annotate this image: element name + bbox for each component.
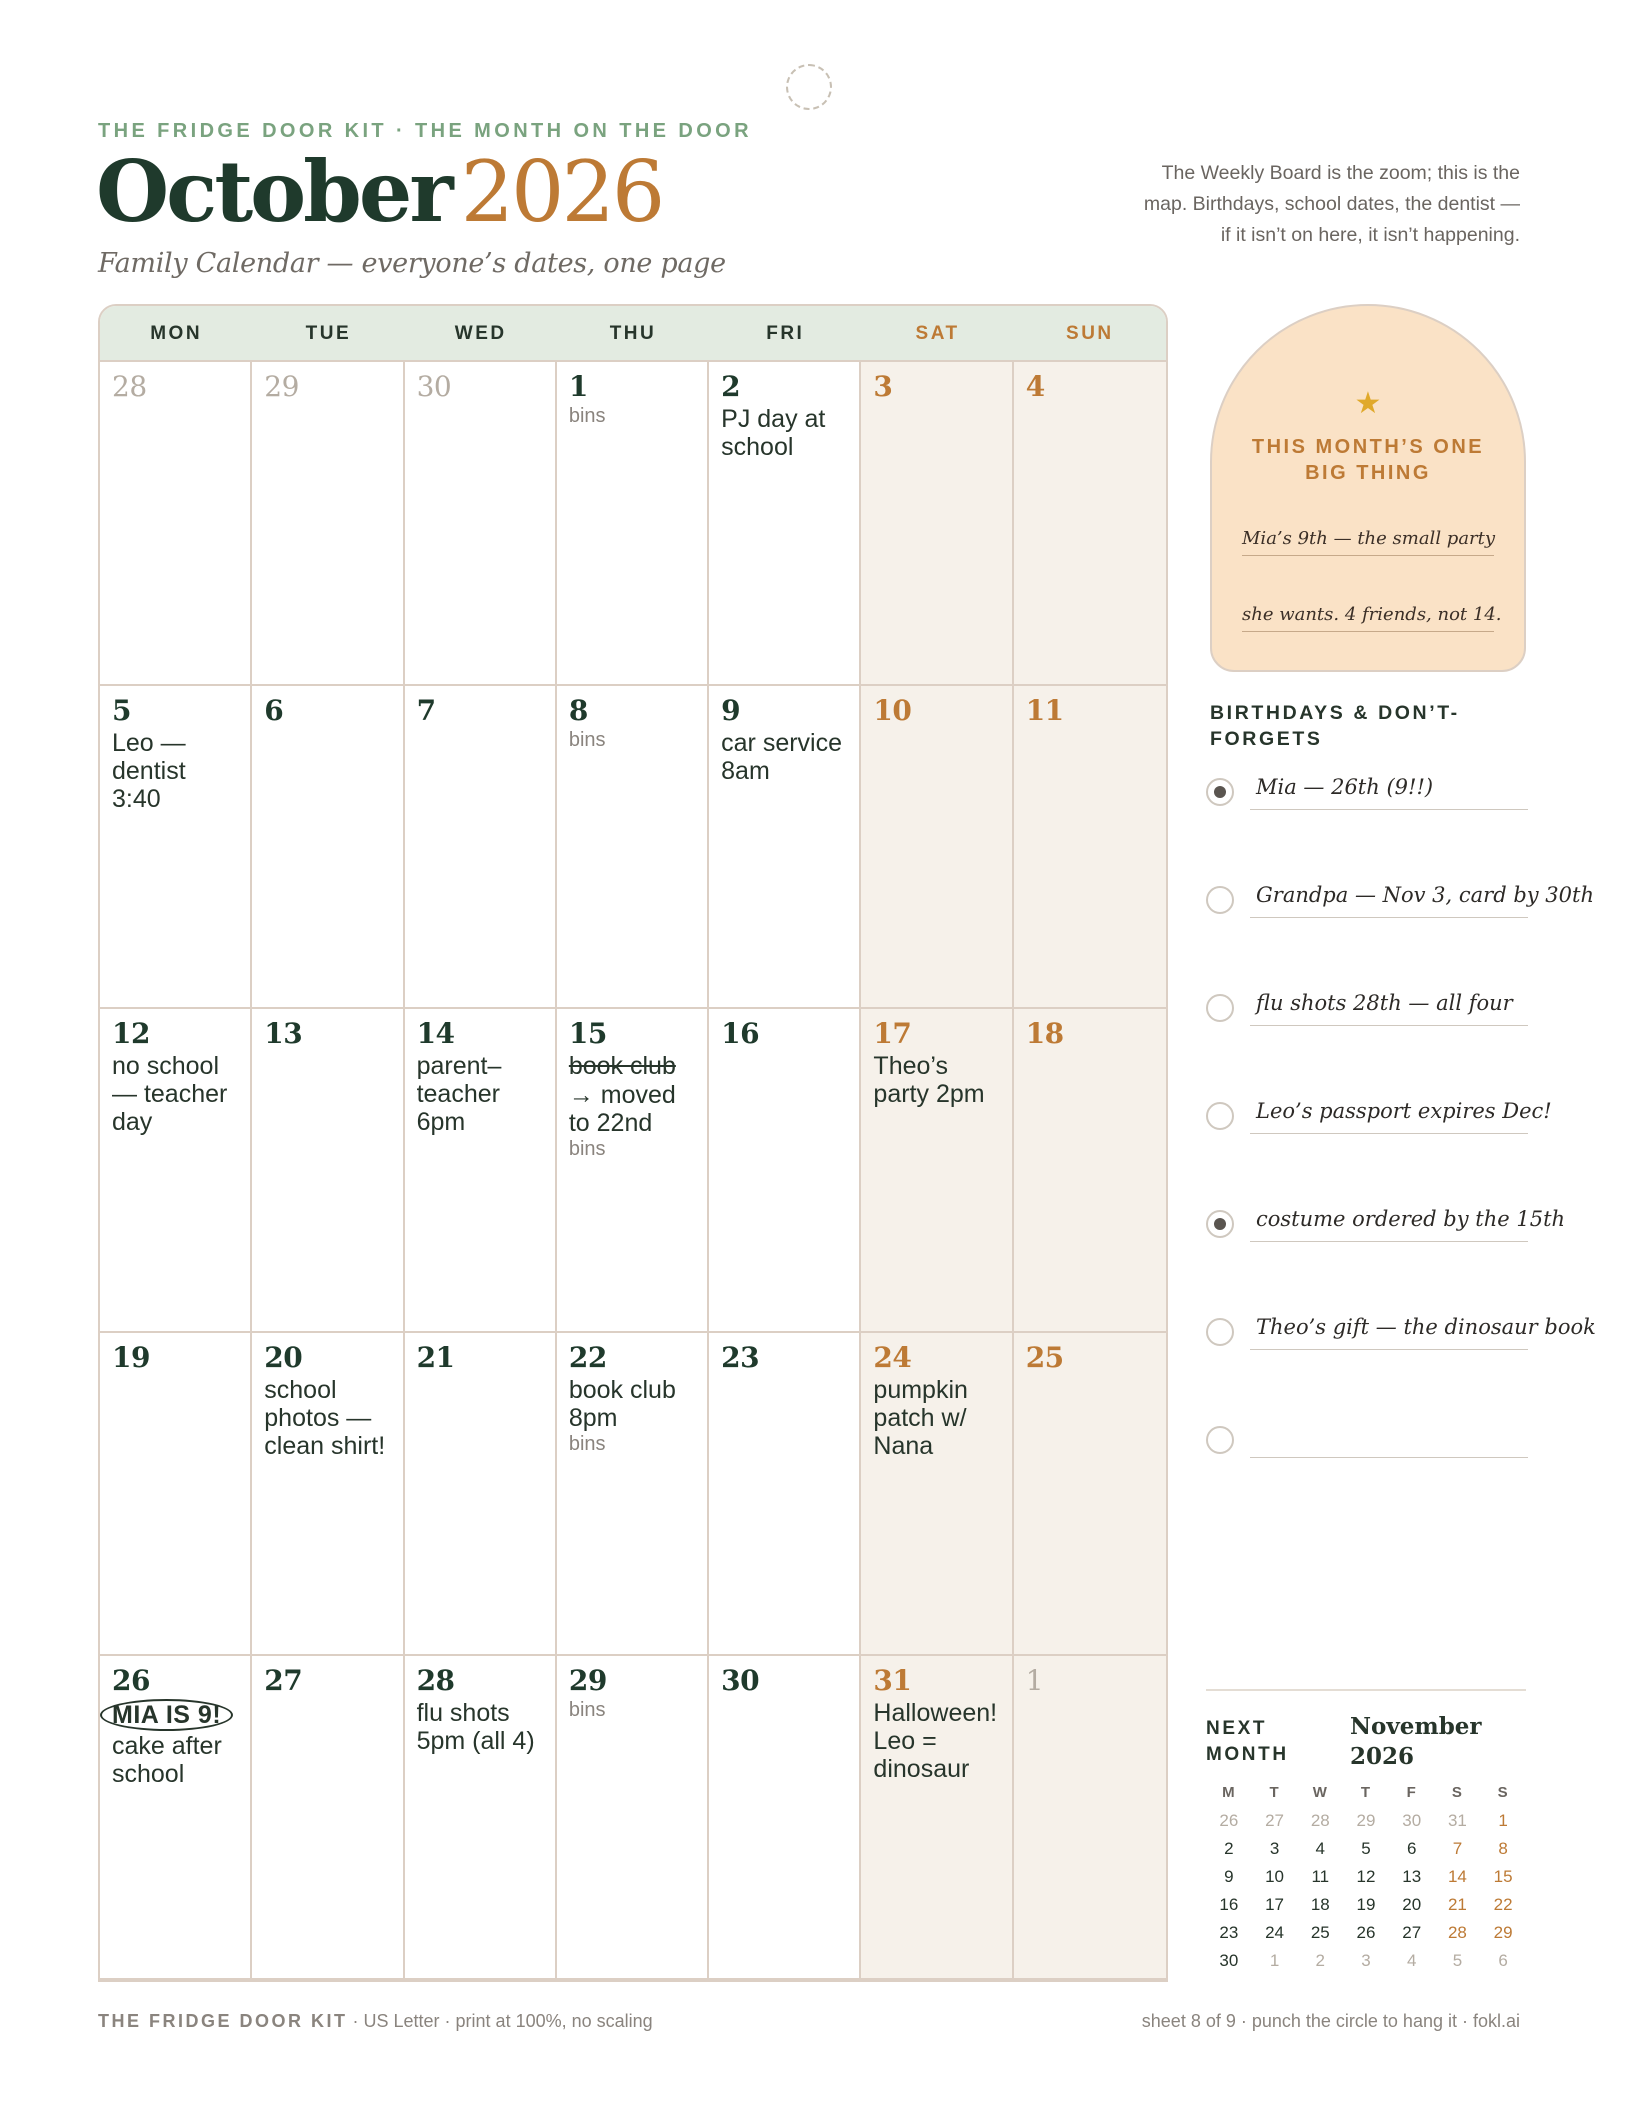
mini-day: 4: [1315, 1839, 1326, 1858]
day-number: 11: [1025, 693, 1064, 727]
day-cell[interactable]: [709, 1333, 861, 1657]
day-cell[interactable]: [1014, 686, 1166, 1010]
day-number: 19: [112, 1340, 150, 1374]
day-number: 7: [416, 693, 436, 727]
day-cell[interactable]: [405, 1009, 557, 1333]
event-text: flu shots 5pm (all 4): [416, 1699, 535, 1756]
day-number: 10: [873, 693, 912, 727]
day-cell[interactable]: [1014, 1656, 1166, 1980]
day-number: 13: [264, 1017, 303, 1051]
mini-day: 19: [1356, 1895, 1376, 1914]
event-text: car service 8am: [721, 728, 843, 785]
checkbox-circle[interactable]: [1206, 1318, 1234, 1346]
checklist-text[interactable]: [1250, 1420, 1528, 1458]
checklist-text[interactable]: Mia — 26th (9!!): [1250, 772, 1528, 810]
day-cell[interactable]: [861, 1333, 1013, 1657]
day-cell[interactable]: [252, 1009, 404, 1333]
next-month-label: NEXT MONTH: [1206, 1718, 1289, 1765]
mini-day: 28: [1447, 1923, 1467, 1942]
day-cell[interactable]: [405, 1656, 557, 1980]
event-text: book club 8pm: [568, 1375, 676, 1432]
day-number: 28: [112, 370, 147, 403]
day-cell[interactable]: [861, 362, 1013, 686]
day-cell[interactable]: [709, 1656, 861, 1980]
day-number: 31: [873, 1664, 912, 1698]
checklist-item: [1206, 1202, 1586, 1242]
day-cell[interactable]: [1014, 1333, 1166, 1657]
day-number: 23: [721, 1340, 760, 1374]
day-cell[interactable]: [252, 1333, 404, 1657]
day-number: 20: [264, 1340, 303, 1374]
day-cell[interactable]: [100, 1009, 252, 1333]
day-number: 6: [264, 693, 284, 727]
day-number: 29: [264, 370, 299, 403]
footer-left-text: · US Letter · print at 100%, no scaling: [352, 2011, 653, 2031]
mini-day: 31: [1447, 1811, 1467, 1830]
mini-day: 30: [1402, 1811, 1422, 1830]
day-cell[interactable]: [557, 686, 709, 1010]
intro-text: The Weekly Board is the zoom; this is the map. Birthdays, school dates, the dentist — if it isn’t on here, it isn’t happening.: [1143, 162, 1520, 246]
bins-note: bins: [568, 1432, 606, 1455]
mini-day: 9: [1224, 1867, 1234, 1886]
mini-day: 6: [1498, 1951, 1508, 1970]
day-number: 30: [416, 370, 452, 403]
struck-event: book club: [568, 1052, 676, 1081]
day-cell[interactable]: [405, 686, 557, 1010]
day-number: 29: [568, 1664, 607, 1698]
day-number: 2: [721, 370, 741, 403]
mini-day: 26: [1219, 1811, 1239, 1830]
event-text: PJ day at school: [721, 405, 826, 461]
event-text: cake after school: [112, 1732, 222, 1789]
day-number: 28: [416, 1664, 455, 1698]
day-cell[interactable]: [100, 362, 252, 686]
bins-note: bins: [568, 405, 606, 427]
day-cell[interactable]: [861, 1009, 1013, 1333]
event-text: → moved to 22nd: [568, 1081, 676, 1138]
divider: [1206, 1689, 1526, 1691]
big-thing-card: [1210, 304, 1526, 672]
day-number: 3: [873, 370, 893, 403]
event-text: school photos — clean shirt!: [264, 1375, 386, 1460]
title-month: October: [96, 142, 451, 241]
mini-day: 30: [1219, 1951, 1239, 1970]
mini-day: 3: [1269, 1839, 1280, 1858]
next-month-mini-calendar: [1206, 1782, 1526, 1972]
mini-day: 5: [1452, 1951, 1463, 1970]
day-number: 1: [568, 370, 588, 403]
mini-day: 3: [1361, 1951, 1371, 1970]
checklist-item: [1206, 1418, 1586, 1458]
mini-day: 22: [1493, 1895, 1513, 1914]
day-number: 12: [112, 1017, 150, 1051]
day-cell[interactable]: [709, 362, 861, 686]
mini-day: 23: [1219, 1923, 1239, 1942]
mini-weekday: S: [1497, 1784, 1509, 1801]
day-cell[interactable]: [100, 1656, 252, 1980]
day-cell[interactable]: [557, 1009, 709, 1333]
day-number: 24: [873, 1340, 912, 1374]
day-cell[interactable]: [557, 362, 709, 686]
mini-day: 2: [1315, 1951, 1326, 1970]
mini-day: 11: [1311, 1867, 1330, 1886]
weekday-sat: SAT: [915, 323, 960, 344]
checkbox-circle[interactable]: [1206, 994, 1234, 1022]
day-cell[interactable]: [709, 1009, 861, 1333]
calendar-grid: [100, 362, 1166, 1980]
checklist-item: [1206, 1310, 1596, 1350]
title-year: 2026: [460, 143, 663, 241]
weekday-wed: WED: [454, 323, 507, 344]
checklist-item: [1206, 1094, 1586, 1134]
mini-day: 12: [1356, 1867, 1376, 1886]
month-calendar: [98, 304, 1168, 1982]
day-number: 4: [1025, 370, 1045, 403]
day-cell[interactable]: [861, 686, 1013, 1010]
day-cell[interactable]: [252, 686, 404, 1010]
checklist-text[interactable]: Theo’s gift — the dinosaur book: [1250, 1312, 1528, 1350]
page-title: [96, 142, 663, 241]
mini-day: 26: [1356, 1923, 1376, 1942]
checkbox-circle[interactable]: [1206, 1210, 1234, 1238]
checklist-text[interactable]: Leo’s passport expires Dec!: [1250, 1096, 1528, 1134]
day-number: 27: [264, 1664, 303, 1698]
page-subtitle: Family Calendar — everyone’s dates, one page: [98, 248, 726, 279]
mini-weekday: S: [1451, 1784, 1463, 1801]
birthdays-title: BIRTHDAYS & DON’T-FORGETS: [1210, 702, 1460, 750]
day-number: 25: [1025, 1340, 1064, 1374]
day-cell[interactable]: [557, 1333, 709, 1657]
day-cell[interactable]: [252, 1656, 404, 1980]
footer-brand: THE FRIDGE DOOR KIT: [98, 2011, 348, 2031]
checklist-text[interactable]: Grandpa — Nov 3, card by 30th: [1250, 880, 1528, 918]
day-cell[interactable]: [252, 362, 404, 686]
big-thing-title: THIS MONTH’S ONE BIG THING: [1251, 436, 1485, 484]
kicker: THE FRIDGE DOOR KIT · THE MONTH ON THE DOOR: [98, 120, 752, 142]
mini-weekday: T: [1360, 1784, 1372, 1801]
day-cell[interactable]: [709, 686, 861, 1010]
footer-left: [98, 2011, 653, 2032]
day-cell[interactable]: [100, 1333, 252, 1657]
mini-day: 28: [1310, 1811, 1330, 1830]
event-text: parent–teacher 6pm: [416, 1052, 502, 1137]
mini-day: 20: [1402, 1895, 1422, 1914]
day-number: 15: [568, 1017, 607, 1051]
checklist-item: [1206, 986, 1586, 1026]
day-number: 30: [721, 1664, 760, 1698]
mini-day: 21: [1447, 1895, 1467, 1914]
mini-day: 29: [1356, 1811, 1376, 1830]
mini-day: 2: [1224, 1839, 1234, 1858]
weekday-header: [100, 306, 1166, 362]
day-number: 14: [416, 1017, 455, 1051]
event-text: Theo’s party 2pm: [873, 1052, 985, 1109]
day-number: 26: [112, 1664, 150, 1698]
mini-day: 7: [1452, 1839, 1463, 1858]
day-cell[interactable]: [1014, 362, 1166, 686]
punch-hole-circle: [786, 64, 832, 110]
mini-weekday: W: [1312, 1784, 1328, 1801]
checkbox-circle[interactable]: [1206, 778, 1234, 806]
mini-day: 8: [1498, 1839, 1508, 1858]
day-number: 16: [721, 1017, 760, 1051]
event-text: no school — teacher day: [112, 1052, 228, 1137]
mini-day: 5: [1361, 1839, 1371, 1858]
day-number: 1: [1025, 1664, 1044, 1698]
weekday-tue: TUE: [305, 323, 352, 344]
mini-weekday: M: [1222, 1784, 1236, 1801]
mini-day: 13: [1402, 1867, 1422, 1886]
day-cell[interactable]: [100, 686, 252, 1010]
big-thing-line: Mia’s 9th — the small party: [1242, 528, 1494, 556]
bins-note: bins: [568, 1138, 606, 1161]
weekday-mon: MON: [150, 323, 203, 344]
mini-day: 18: [1310, 1895, 1330, 1914]
bins-note: bins: [568, 1699, 606, 1722]
day-cell[interactable]: [557, 1656, 709, 1980]
big-thing-line: she wants. 4 friends, not 14.: [1242, 604, 1494, 632]
day-cell[interactable]: [861, 1656, 1013, 1980]
mini-day: 6: [1406, 1839, 1417, 1858]
day-number: 8: [568, 693, 588, 727]
mini-day: 29: [1493, 1923, 1513, 1942]
mini-day: 27: [1402, 1923, 1422, 1942]
weekday-fri: FRI: [766, 323, 805, 344]
next-month-title: November 2026: [1350, 1713, 1482, 1770]
event-text: pumpkin patch w/ Nana: [873, 1375, 968, 1460]
mini-day: 15: [1493, 1867, 1513, 1886]
checklist-text[interactable]: costume ordered by the 15th: [1250, 1204, 1528, 1242]
mini-day: 1: [1269, 1951, 1280, 1970]
checkbox-circle[interactable]: [1206, 886, 1234, 914]
mini-day: 16: [1219, 1895, 1239, 1914]
checklist-item: [1206, 770, 1586, 810]
day-number: 21: [416, 1340, 455, 1374]
day-cell[interactable]: [1014, 1009, 1166, 1333]
weekday-thu: THU: [609, 323, 657, 344]
star-icon: ★: [1354, 387, 1382, 420]
mini-day: 14: [1447, 1867, 1467, 1886]
mini-day: 27: [1265, 1811, 1285, 1830]
circled-event: MIA IS 9!: [100, 1699, 233, 1731]
mini-weekday: F: [1406, 1784, 1417, 1801]
checkbox-circle[interactable]: [1206, 1102, 1234, 1130]
checklist-text[interactable]: flu shots 28th — all four: [1250, 988, 1528, 1026]
day-number: 9: [721, 693, 741, 727]
footer-right: sheet 8 of 9 · punch the circle to hang it · fokl.ai: [1141, 2011, 1520, 2031]
bins-note: bins: [568, 728, 606, 751]
mini-weekday: T: [1269, 1784, 1280, 1801]
day-number: 17: [873, 1017, 912, 1051]
event-text: Leo — dentist 3:40: [112, 728, 186, 813]
checkbox-circle[interactable]: [1206, 1426, 1234, 1454]
mini-day: 4: [1406, 1951, 1417, 1970]
day-number: 22: [568, 1340, 607, 1374]
event-text: Halloween! Leo = dinosaur: [873, 1699, 998, 1784]
day-cell[interactable]: [405, 362, 557, 686]
mini-day: 17: [1265, 1895, 1285, 1914]
day-cell[interactable]: [405, 1333, 557, 1657]
checklist-item: [1206, 878, 1594, 918]
weekday-sun: SUN: [1066, 323, 1114, 344]
mini-day: 1: [1498, 1811, 1508, 1830]
day-number: 5: [112, 693, 131, 727]
mini-day: 10: [1265, 1867, 1285, 1886]
mini-day: 25: [1310, 1923, 1330, 1942]
mini-day: 24: [1265, 1923, 1285, 1942]
day-number: 18: [1025, 1017, 1064, 1051]
